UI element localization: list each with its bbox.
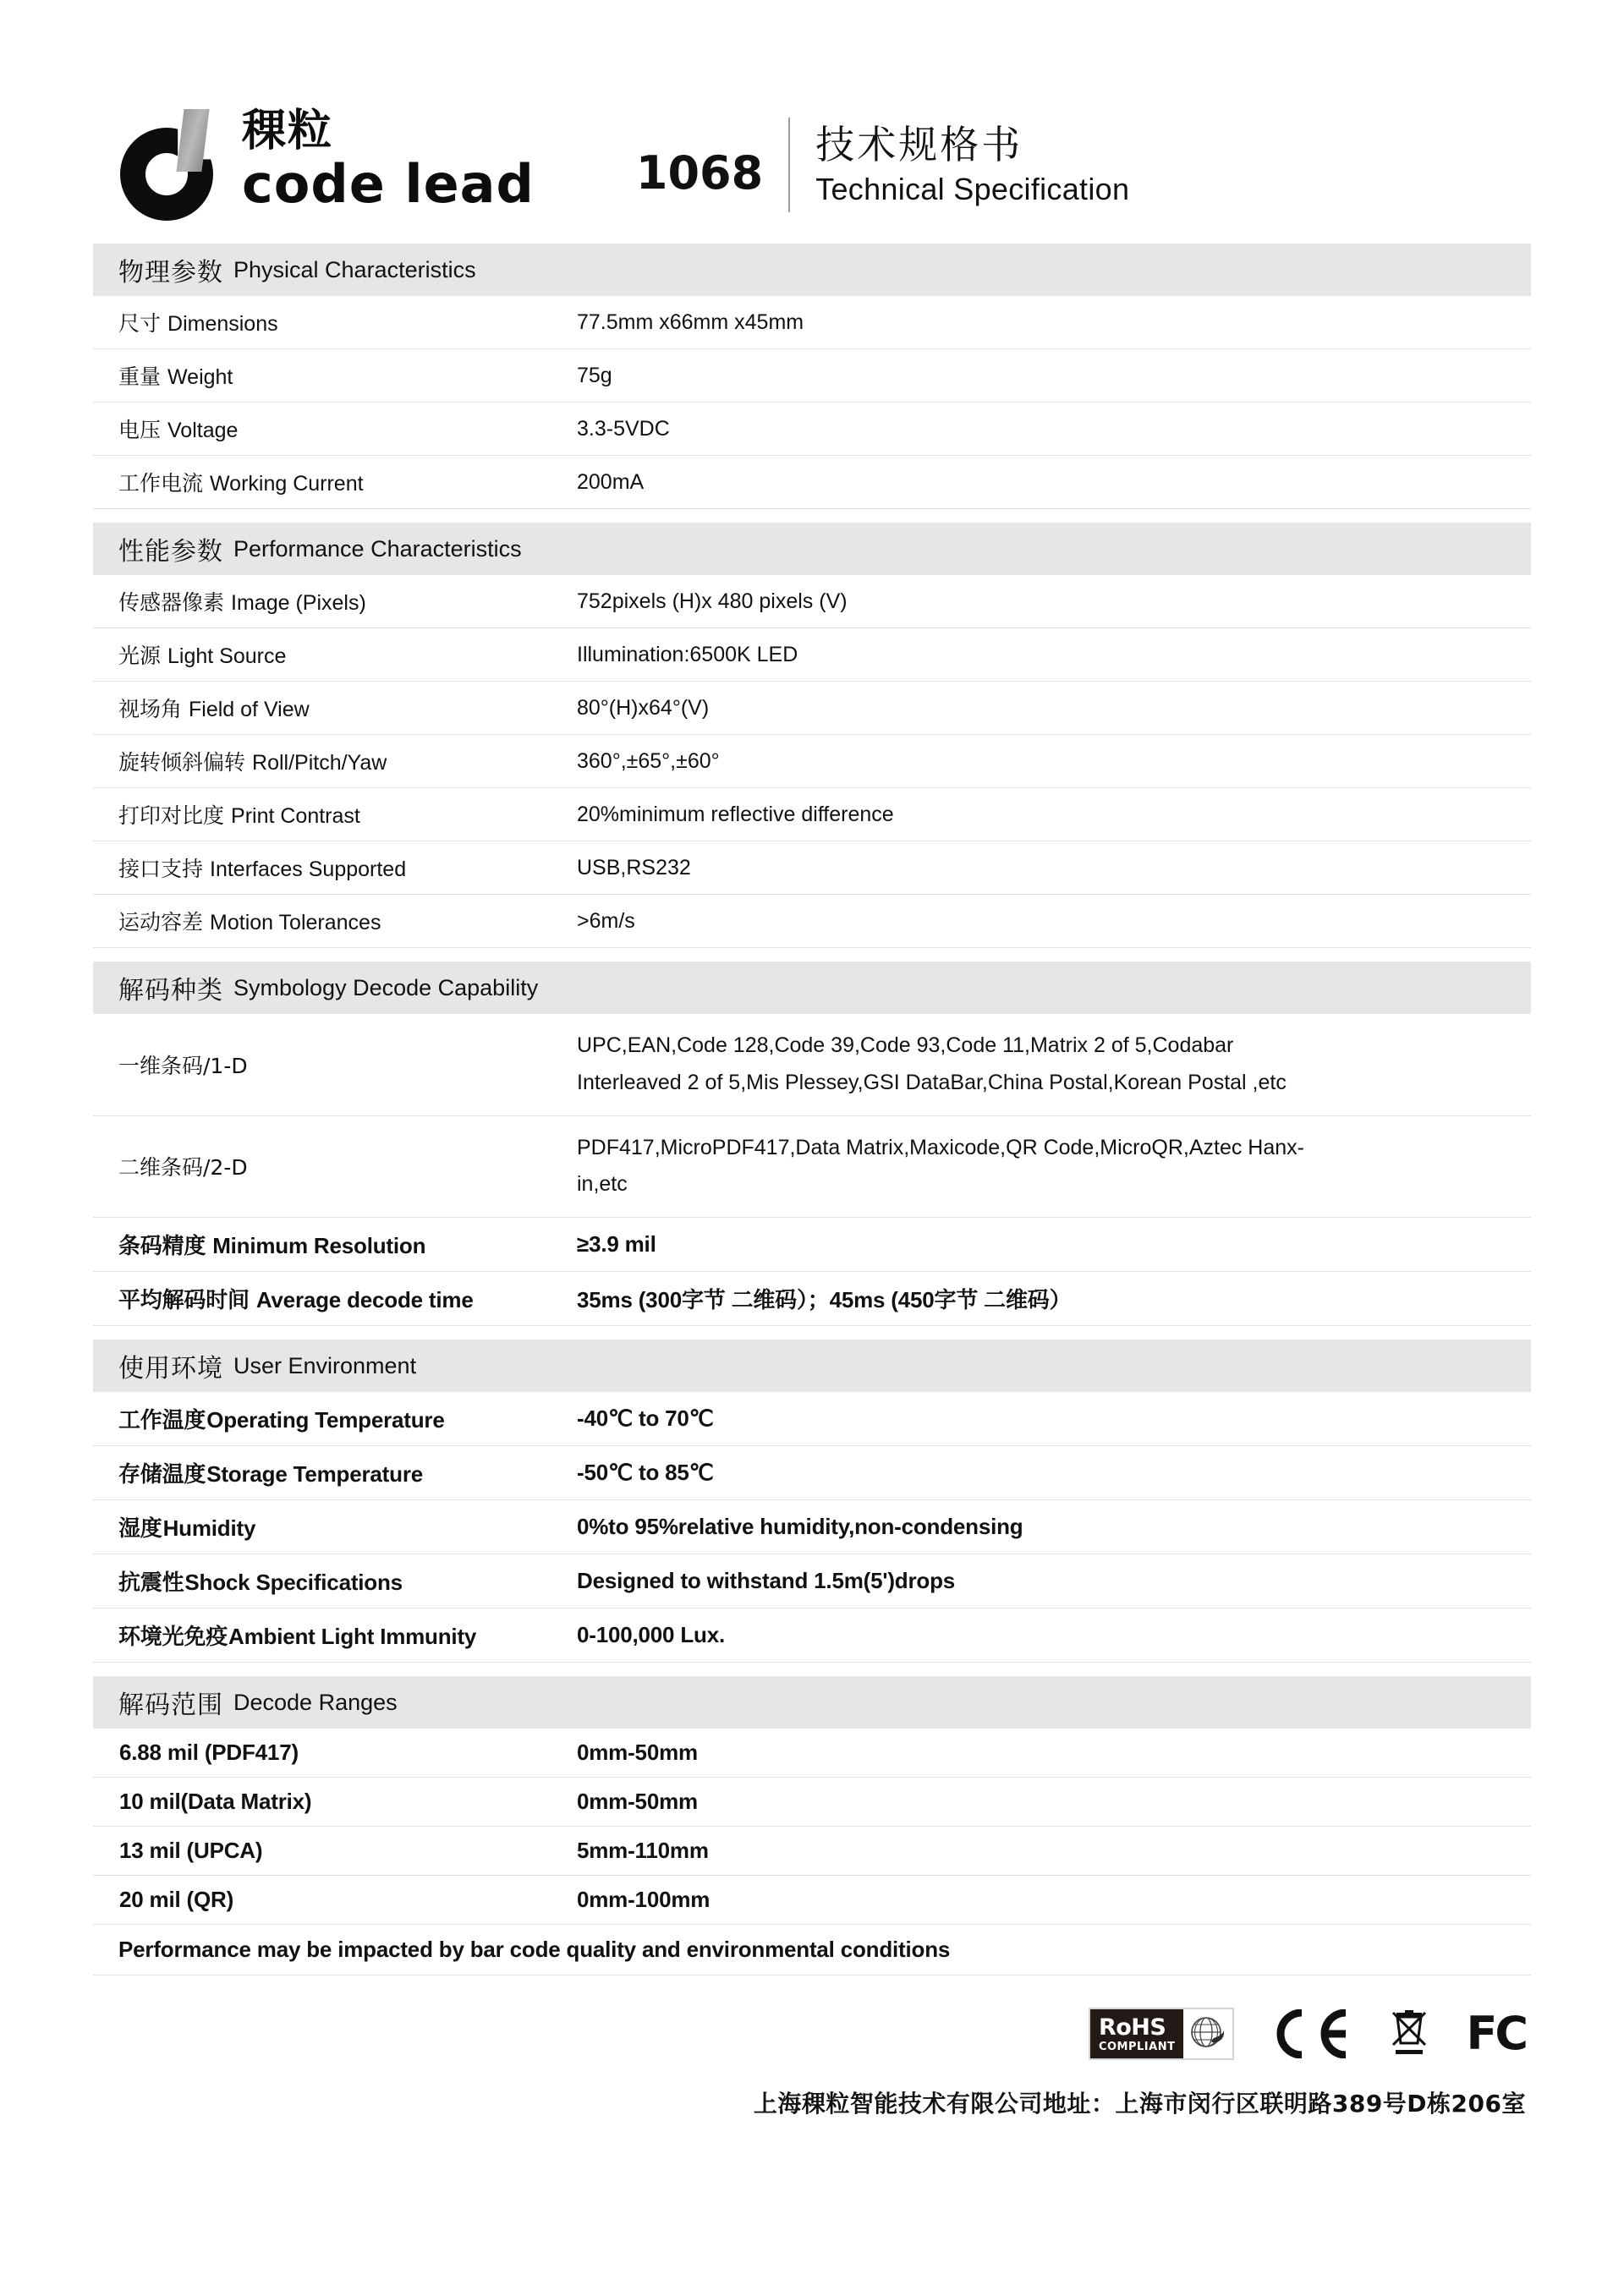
row-label-cn: 一维条码/1-D <box>118 1053 248 1078</box>
weee-crossed-bin-icon <box>1386 2009 1432 2058</box>
logo-c-mark-icon <box>118 109 230 221</box>
row-value: 3.3-5VDC <box>567 403 1531 456</box>
row-value: 0-100,000 Lux. <box>567 1608 1531 1663</box>
row-label-cn: 工作温度 <box>118 1408 206 1433</box>
row-label <box>93 1554 567 1608</box>
table-symbology <box>93 1014 1531 1326</box>
row-label <box>93 1876 567 1925</box>
document-title-cn: 技术规格书 <box>815 122 1023 168</box>
row-label <box>93 895 567 948</box>
row-label-cn: 工作电流 <box>118 471 204 496</box>
row-value: 0mm-50mm <box>567 1778 1531 1827</box>
row-value: Designed to withstand 1.5m(5')drops <box>567 1554 1531 1608</box>
table-row <box>93 1554 1531 1608</box>
company-address: 上海稞粒智能技术有限公司地址：上海市闵行区联明路389号D栋206室 <box>753 2090 1526 2118</box>
section-header-environment <box>93 1340 1531 1392</box>
row-label <box>93 1827 567 1876</box>
section-title-en: Decode Ranges <box>233 1689 398 1715</box>
row-label-cn: 旋转倾斜偏转 <box>118 750 246 775</box>
ce-mark-icon <box>1268 2009 1352 2058</box>
row-label-cn: 环境光免疫 <box>118 1625 228 1650</box>
row-label <box>93 841 567 895</box>
row-label-en: Image (Pixels) <box>231 591 366 615</box>
row-label <box>93 1218 567 1272</box>
row-value: 0mm-100mm <box>567 1876 1531 1925</box>
row-label-en: Voltage <box>167 419 239 442</box>
section-title-cn: 解码种类 <box>118 976 223 1006</box>
row-label <box>93 349 567 403</box>
row-label <box>93 1272 567 1326</box>
row-label <box>93 628 567 682</box>
table-row <box>93 841 1531 895</box>
table-row <box>93 682 1531 735</box>
header-divider <box>788 118 790 212</box>
table-row <box>93 1827 1531 1876</box>
section-header-physical <box>93 244 1531 296</box>
table-row <box>93 1876 1531 1925</box>
row-label-cn: 存储温度 <box>118 1462 206 1488</box>
row-label <box>93 1778 567 1827</box>
row-label <box>93 1115 567 1218</box>
row-label-cn: 打印对比度 <box>118 803 225 828</box>
row-label-en: Ambient Light Immunity <box>228 1624 477 1649</box>
row-label <box>93 575 567 628</box>
row-value: 77.5mm x66mm x45mm <box>567 296 1531 349</box>
brand-logo <box>118 106 535 221</box>
row-label-en: Working Current <box>210 472 364 496</box>
row-label-en: 6.88 mil (PDF417) <box>119 1740 299 1765</box>
row-label-cn: 平均解码时间 <box>118 1288 250 1313</box>
model-number: 1068 <box>635 145 764 200</box>
row-label-en: Motion Tolerances <box>210 911 381 934</box>
row-value-line1: PDF417,MicroPDF417,Data Matrix,Maxicode,QR Code,MicroQR,Aztec Hanx- <box>577 1135 1304 1159</box>
row-value-line2: in,etc <box>577 1172 628 1197</box>
row-value: USB,RS232 <box>567 841 1531 895</box>
row-label-en: Storage Temperature <box>206 1461 423 1487</box>
table-row <box>93 575 1531 628</box>
row-label-en: Roll/Pitch/Yaw <box>252 751 387 775</box>
row-label-en: Weight <box>167 365 233 389</box>
row-label-en: 10 mil(Data Matrix) <box>119 1789 312 1814</box>
row-label <box>93 788 567 841</box>
row-label-en: Print Contrast <box>231 804 360 828</box>
row-label <box>93 682 567 735</box>
row-label-en: Humidity <box>162 1515 256 1541</box>
rohs-globe-icon <box>1183 2009 1232 2058</box>
section-title-en: Symbology Decode Capability <box>233 974 539 1000</box>
row-label-cn: 运动容差 <box>118 910 204 934</box>
row-label <box>93 1608 567 1663</box>
row-value: 200mA <box>567 456 1531 509</box>
row-label <box>93 1729 567 1778</box>
row-label-en: Minimum Resolution <box>212 1233 426 1258</box>
table-row <box>93 1392 1531 1446</box>
table-row <box>93 895 1531 948</box>
row-label-en: 20 mil (QR) <box>119 1887 234 1912</box>
row-label <box>93 1446 567 1500</box>
table-decode-ranges <box>93 1729 1531 1975</box>
performance-note: Performance may be impacted by bar code quality and environmental conditions <box>93 1925 1531 1975</box>
table-row <box>93 788 1531 841</box>
section-title-en: Performance Characteristics <box>233 535 522 562</box>
section-title-en: Physical Characteristics <box>233 256 476 282</box>
row-label <box>93 403 567 456</box>
brand-name-cn: 稞粒 <box>242 106 334 156</box>
table-row <box>93 296 1531 349</box>
row-label-en: Operating Temperature <box>206 1407 445 1433</box>
table-row <box>93 1446 1531 1500</box>
section-header-symbology <box>93 962 1531 1014</box>
row-value: 360°,±65°,±60° <box>567 735 1531 788</box>
row-label <box>93 456 567 509</box>
rohs-compliant-icon <box>1089 2008 1235 2060</box>
table-row <box>93 1500 1531 1554</box>
row-label-en: Field of View <box>189 698 310 721</box>
table-performance <box>93 575 1531 948</box>
row-label-cn: 光源 <box>118 644 162 668</box>
section-title-cn: 物理参数 <box>118 258 223 288</box>
row-label-en: Average decode time <box>255 1287 474 1312</box>
section-header-performance <box>93 523 1531 575</box>
document-header <box>93 0 1531 220</box>
table-row <box>93 735 1531 788</box>
table-row <box>93 1778 1531 1827</box>
row-value: Illumination:6500K LED <box>567 628 1531 682</box>
row-value: 0%to 95%relative humidity,non-condensing <box>567 1500 1531 1554</box>
row-label-en: Interfaces Supported <box>210 858 407 881</box>
row-label-cn: 湿度 <box>118 1516 162 1542</box>
row-label <box>93 1392 567 1446</box>
row-value: ≥3.9 mil <box>567 1218 1531 1272</box>
table-environment <box>93 1392 1531 1663</box>
section-title-en: User Environment <box>233 1352 417 1378</box>
brand-name-en: code lead <box>242 153 535 215</box>
row-label-en: Dimensions <box>167 312 278 336</box>
row-value: 75g <box>567 349 1531 403</box>
certification-logos <box>93 2004 1531 2063</box>
row-label-cn: 视场角 <box>118 697 183 721</box>
table-row <box>93 1272 1531 1326</box>
table-row <box>93 1014 1531 1115</box>
row-value <box>567 1115 1531 1218</box>
document-title-en: Technical Specification <box>815 171 1130 206</box>
row-label <box>93 735 567 788</box>
table-row <box>93 349 1531 403</box>
row-label-cn: 电压 <box>118 418 162 442</box>
section-title-cn: 解码范围 <box>118 1690 223 1720</box>
row-value: >6m/s <box>567 895 1531 948</box>
table-row <box>93 1115 1531 1218</box>
row-value: 752pixels (H)x 480 pixels (V) <box>567 575 1531 628</box>
row-value: 20%minimum reflective difference <box>567 788 1531 841</box>
row-label-cn: 传感器像素 <box>118 590 225 615</box>
table-row <box>93 403 1531 456</box>
row-label <box>93 1500 567 1554</box>
section-header-decode-ranges <box>93 1676 1531 1729</box>
table-row <box>93 1218 1531 1272</box>
table-row <box>93 456 1531 509</box>
row-label-cn: 重量 <box>118 364 162 389</box>
table-row <box>93 628 1531 682</box>
row-value: -50℃ to 85℃ <box>567 1446 1531 1500</box>
section-title-cn: 性能参数 <box>118 537 223 567</box>
row-label-en: Shock Specifications <box>184 1570 403 1595</box>
table-row <box>93 1608 1531 1663</box>
row-label-en: Light Source <box>167 644 287 668</box>
row-label-cn: 条码精度 <box>118 1234 206 1259</box>
fcc-mark-icon: FC <box>1466 2007 1526 2060</box>
row-label <box>93 1014 567 1115</box>
row-value-line2: Interleaved 2 of 5,Mis Plessey,GSI DataBar,China Postal,Korean Postal ,etc <box>577 1070 1287 1094</box>
table-physical <box>93 296 1531 509</box>
section-title-cn: 使用环境 <box>118 1354 223 1384</box>
row-value: 0mm-50mm <box>567 1729 1531 1778</box>
rohs-label-line2: COMPLIANT <box>1098 2040 1176 2053</box>
row-value-line1: UPC,EAN,Code 128,Code 39,Code 93,Code 11,Matrix 2 of 5,Codabar <box>577 1033 1234 1057</box>
row-value <box>567 1014 1531 1115</box>
row-value: 80°(H)x64°(V) <box>567 682 1531 735</box>
rohs-label-line1: RoHS <box>1098 2014 1166 2041</box>
row-value: -40℃ to 70℃ <box>567 1392 1531 1446</box>
table-row <box>93 1729 1531 1778</box>
table-row-note <box>93 1925 1531 1975</box>
row-label-cn: 尺寸 <box>118 311 162 336</box>
row-label-cn: 接口支持 <box>118 857 204 881</box>
row-value: 5mm-110mm <box>567 1827 1531 1876</box>
row-label-cn: 二维条码/2-D <box>118 1155 248 1181</box>
row-label-cn: 抗震性 <box>118 1570 184 1596</box>
row-label <box>93 296 567 349</box>
row-label-en: 13 mil (UPCA) <box>119 1838 263 1863</box>
row-value: 35ms (300字节 二维码）；45ms (450字节 二维码） <box>567 1272 1531 1326</box>
